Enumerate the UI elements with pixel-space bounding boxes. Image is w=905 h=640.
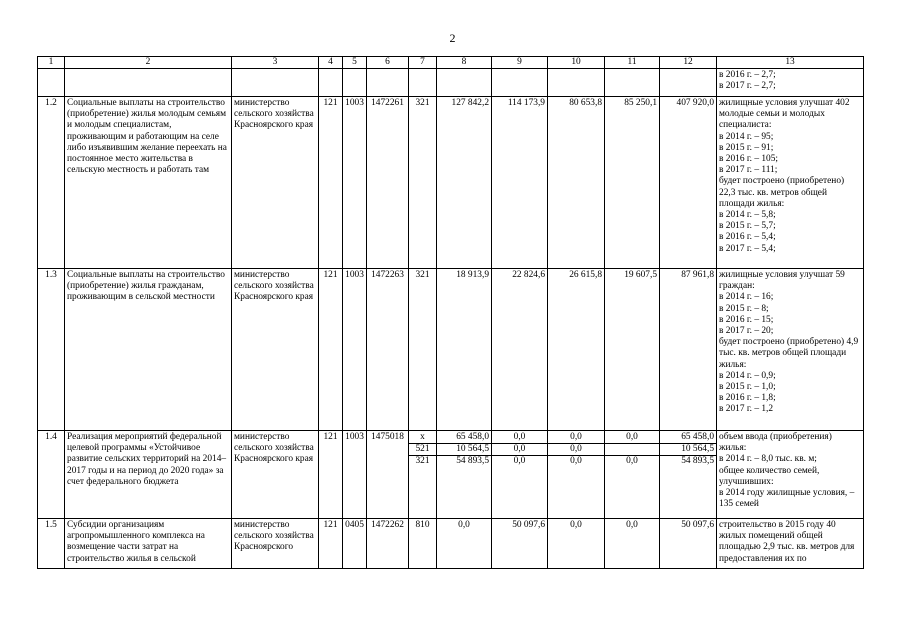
- header-cell: 13: [717, 57, 864, 69]
- row-number: 1.4: [38, 431, 65, 519]
- code-gp: 121: [319, 519, 343, 569]
- code-rz: 1003: [343, 431, 367, 519]
- amount-2015: 0,0: [513, 432, 526, 442]
- amount-2016: 0,0: [548, 455, 604, 467]
- executor: министерство сельского хозяйства Красноярского края: [232, 269, 319, 431]
- amount-2014: 54 893,5: [437, 455, 491, 467]
- amount-2015: 114 173,9: [492, 97, 548, 269]
- amount-2017: 85 250,1: [605, 97, 660, 269]
- header-cell: 10: [548, 57, 605, 69]
- code-gp: 121: [319, 97, 343, 269]
- result-line: в 2015 г. – 5,7;: [719, 221, 776, 232]
- code-csr: 1472261: [367, 97, 409, 269]
- amount-2015: 0,0: [492, 455, 547, 467]
- amount-2014: 0,0: [437, 519, 492, 569]
- result-cell: [717, 97, 864, 269]
- code-rz: 1003: [343, 97, 367, 269]
- amount-2014: 18 913,9: [437, 269, 492, 431]
- code-gp: 121: [319, 431, 343, 519]
- header-cell: 3: [232, 57, 319, 69]
- result-line: в 2015 г. – 1,0;: [719, 382, 776, 393]
- amount-2017: 0,0: [626, 432, 638, 442]
- header-cell: 5: [343, 57, 367, 69]
- code-vr: 321: [409, 97, 437, 269]
- code-gp: 121: [319, 269, 343, 431]
- amount-total: 87 961,8: [660, 269, 717, 431]
- page-number: 2: [449, 31, 456, 45]
- header-cell: 9: [492, 57, 548, 69]
- code-csr: 1472263: [367, 269, 409, 431]
- result-line: будет построено (приобретено) 4,9 тыс. кв. метров общей площади жилья:: [719, 337, 859, 370]
- program-table: [37, 56, 864, 569]
- amount-total: 54 893,5: [660, 455, 716, 467]
- table-row: [38, 269, 864, 431]
- code-vr: 521: [409, 443, 436, 455]
- amount-total: 407 920,0: [660, 97, 717, 269]
- header-cell: 8: [437, 57, 492, 69]
- amount-2016: 0,0: [570, 432, 582, 442]
- executor: министерство сельского хозяйства Красноярского: [232, 519, 319, 569]
- amount-2015: 50 097,6: [492, 519, 548, 569]
- amount-total: 65 458,0: [681, 432, 714, 442]
- executor: министерство сельского хозяйства Красноярского края: [232, 97, 319, 269]
- result-cell: [717, 519, 864, 569]
- header-cell: 12: [660, 57, 717, 69]
- row-number: 1.3: [38, 269, 65, 431]
- amount-total-cell: [660, 431, 717, 519]
- result-line: в 2014 г. – 16;: [719, 292, 774, 303]
- result-line: в 2014 г. – 5,8;: [719, 210, 776, 221]
- result-line: в 2017 г. – 2,7;: [719, 81, 776, 92]
- amount-2017: 0,0: [605, 455, 659, 467]
- result-line: в 2016 г. – 5,4;: [719, 232, 776, 243]
- measure-name: Социальные выплаты на строительство (приобретение) жилья гражданам, проживающим в сельской местности: [65, 269, 232, 431]
- amount-2015: 0,0: [492, 443, 547, 455]
- result-line: в 2014 году жилищные условия, – 135 семей: [719, 488, 855, 510]
- amount-2017: 19 607,5: [605, 269, 660, 431]
- result-line: в 2014 г. – 95;: [719, 131, 774, 142]
- table-row: [38, 431, 864, 519]
- result-line: в 2016 г. – 105;: [719, 154, 779, 165]
- amount-2016-cell: [548, 431, 605, 519]
- result-line: в 2017 г. – 5,4;: [719, 243, 776, 254]
- header-cell: 1: [38, 57, 65, 69]
- code-vr: 810: [409, 519, 437, 569]
- amount-2014-cell: [437, 431, 492, 519]
- result-line: общее количество семей, улучшивших:: [719, 465, 820, 487]
- result-cell: [717, 269, 864, 431]
- continuation-row: [38, 69, 864, 97]
- amount-2017-cell: [605, 431, 660, 519]
- code-rz: 1003: [343, 269, 367, 431]
- header-row: [38, 57, 864, 69]
- result-cell: [717, 69, 864, 97]
- result-line: в 2014 г. – 8,0 тыс. кв. м;: [719, 454, 817, 465]
- row-number: 1.2: [38, 97, 65, 269]
- measure-name: Социальные выплаты на строительство (приобретение) жилья молодым семьям и молодым специалистам, проживающим и работающим на селе либо изъявившим желание переехать на постоянное место жительства в сельскую местность и работать там: [65, 97, 232, 269]
- amount-2016: 26 615,8: [548, 269, 605, 431]
- result-cell: [717, 431, 864, 519]
- amount-2017: [605, 443, 659, 455]
- table-row: [38, 519, 864, 569]
- result-line: в 2016 г. – 1,8;: [719, 393, 776, 404]
- result-line: в 2017 г. – 1,2: [719, 404, 774, 415]
- amount-2016: 0,0: [548, 443, 604, 455]
- amount-2016: 0,0: [548, 519, 605, 569]
- amount-2016: 80 653,8: [548, 97, 605, 269]
- amount-2014: 10 564,5: [437, 443, 491, 455]
- code-csr: 1472262: [367, 519, 409, 569]
- result-line: объем ввода (приобретения) жилья:: [719, 432, 832, 454]
- result-line: в 2015 г. – 91;: [719, 142, 774, 153]
- amount-2017: 0,0: [605, 519, 660, 569]
- result-line: в 2016 г. – 2,7;: [719, 70, 776, 80]
- header-cell: 6: [367, 57, 409, 69]
- amount-total: 50 097,6: [660, 519, 717, 569]
- result-line: в 2016 г. – 15;: [719, 314, 774, 325]
- code-vr: х: [420, 432, 425, 442]
- header-cell: 11: [605, 57, 660, 69]
- code-vr: 321: [409, 269, 437, 431]
- amount-2015-cell: [492, 431, 548, 519]
- code-rz: 0405: [343, 519, 367, 569]
- header-cell: 7: [409, 57, 437, 69]
- code-csr: 1475018: [367, 431, 409, 519]
- measure-name: Реализация мероприятий федеральной целевой программы «Устойчивое развитие сельских территорий на 2014–2017 годы и на период до 2020 года» за счет федерального бюджета: [65, 431, 232, 519]
- amount-total: 10 564,5: [660, 443, 716, 455]
- result-line: в 2015 г. – 8;: [719, 303, 769, 314]
- executor: министерство сельского хозяйства Красноярского края: [232, 431, 319, 519]
- amount-2015: 22 824,6: [492, 269, 548, 431]
- amount-2014: 65 458,0: [456, 432, 489, 442]
- table-row: [38, 97, 864, 269]
- amount-2014: 127 842,2: [437, 97, 492, 269]
- result-line: в 2017 г. – 20;: [719, 326, 774, 337]
- result-line: в 2014 г. – 0,9;: [719, 370, 776, 381]
- result-line: жилищные условия улучшат 402 молодые семьи и молодых специалиста:: [719, 98, 850, 131]
- result-line: жилищные условия улучшат 59 граждан:: [719, 270, 845, 292]
- result-line: строительство в 2015 году 40 жилых помещений общей площадью 2,9 тыс. кв. метров для предоставления их по: [719, 520, 855, 564]
- measure-name: Субсидии организациям агропромышленного комплекса на возмещение части затрат на строительство жилья в сельской: [65, 519, 232, 569]
- code-vr: 321: [409, 455, 436, 467]
- result-line: в 2017 г. – 111;: [719, 165, 778, 176]
- code-vr-cell: [409, 431, 437, 519]
- row-number: 1.5: [38, 519, 65, 569]
- header-cell: 2: [65, 57, 232, 69]
- result-line: будет построено (приобретено) 22,3 тыс. кв. метров общей площади жилья:: [719, 176, 845, 209]
- header-cell: 4: [319, 57, 343, 69]
